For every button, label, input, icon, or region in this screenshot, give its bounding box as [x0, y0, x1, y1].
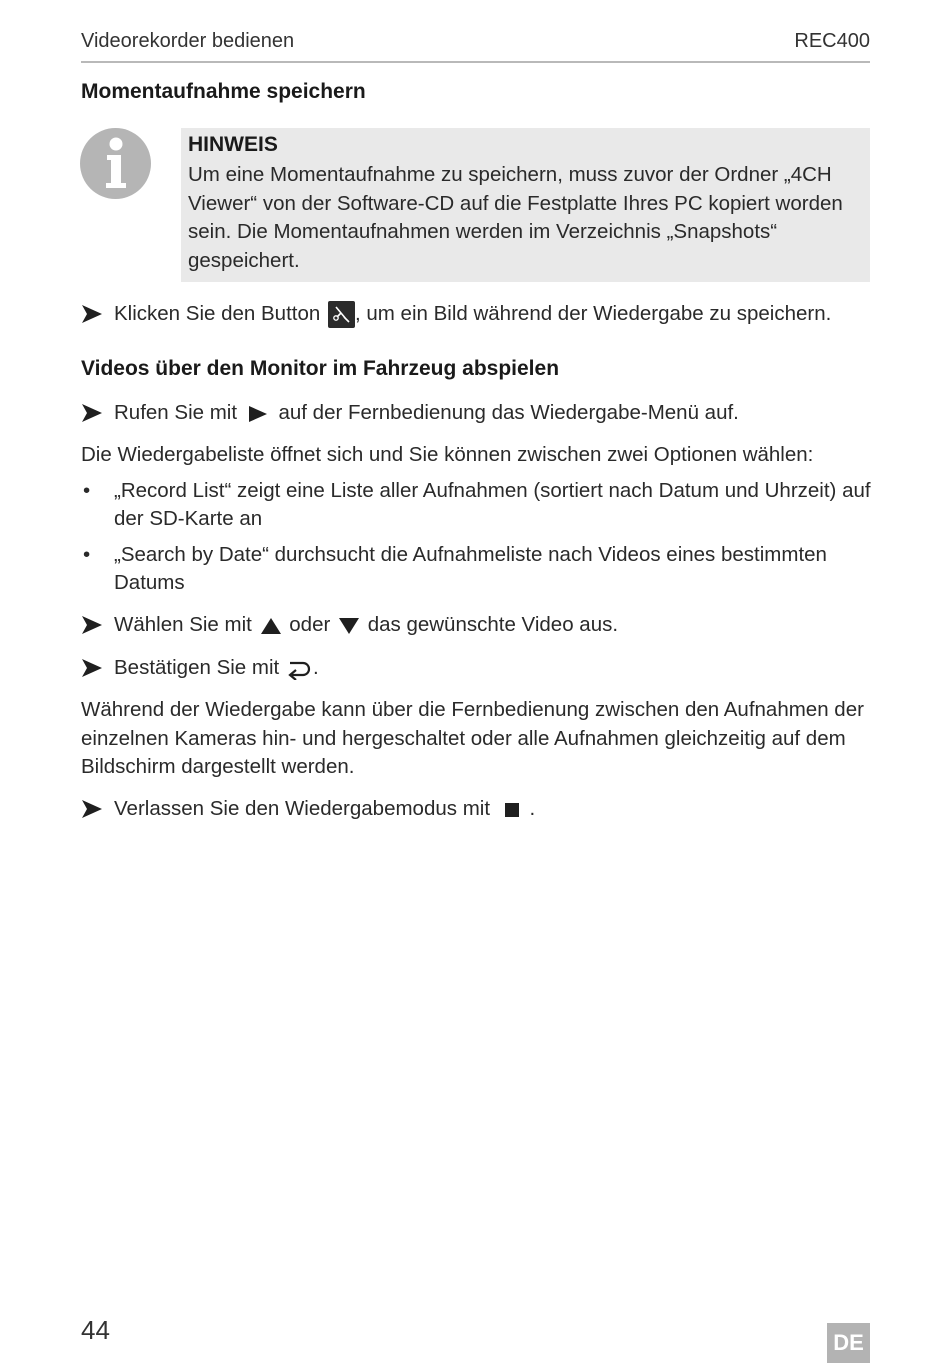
heading-playback: Videos über den Monitor im Fahrzeug abspielen [81, 357, 560, 380]
down-triangle-icon [338, 616, 360, 636]
snapshot-button-icon [328, 301, 355, 328]
step-text-after: auf der Fernbedienung das Wiedergabe-Menü auf. [278, 401, 739, 424]
arrow-bullet-icon [81, 654, 103, 682]
step-text-after: , um ein Bild während der Wiedergabe zu speichern. [354, 302, 832, 325]
page-header [81, 30, 870, 63]
step-text-before: Verlassen Sie den Wiedergabemodus mit [114, 797, 491, 820]
note-box [181, 128, 870, 282]
heading-snapshot: Momentaufnahme speichern [81, 80, 366, 103]
language-badge: DE [827, 1323, 870, 1363]
bullet-text: „Search by Date“ durchsucht die Aufnahmeliste nach Videos eines bestimmten Datums [114, 543, 827, 595]
arrow-bullet-icon [81, 300, 103, 328]
step-text-before: Bestätigen Sie mit [114, 656, 280, 679]
arrow-bullet-icon [81, 795, 103, 823]
stop-icon [502, 801, 522, 819]
bullet-text: „Record List“ zeigt eine Liste aller Aufnahmen (sortiert nach Datum und Uhrzeit) auf der SD-Karte an [114, 479, 871, 531]
step-text-before: Klicken Sie den Button [114, 302, 321, 325]
info-icon [80, 128, 151, 199]
up-triangle-icon [260, 616, 282, 636]
bullet-dot: • [83, 543, 91, 566]
note-text: Um eine Momentaufnahme zu speichern, muss zuvor der Ordner „4CH Viewer“ von der Software-CD auf die Festplatte Ihres PC kopiert worden sein. Die Momentaufnahmen werden im Verzeichnis „Snapshots“ gespeichert. [188, 163, 843, 273]
step-text-middle: oder [289, 613, 331, 636]
enter-icon [287, 658, 313, 680]
step-text-after: . [529, 797, 536, 820]
header-section-title: Videorekorder bedienen [81, 30, 295, 52]
step-text-after: . [312, 656, 319, 679]
step-text-before: Rufen Sie mit [114, 401, 238, 424]
playlist-intro: Die Wiedergabeliste öffnet sich und Sie können zwischen zwei Optionen wählen: [81, 443, 814, 466]
step-text-before: Wählen Sie mit [114, 613, 252, 636]
step-text-after: das gewünschte Video aus. [367, 613, 619, 636]
arrow-bullet-icon [81, 399, 103, 427]
playback-paragraph: Während der Wiedergabe kann über die Fernbedienung zwischen den Aufnahmen der einzelnen Kameras hin- und hergeschaltet oder alle Aufnahmen gleichzeitig auf dem Bildschirm dargestellt werden. [81, 698, 864, 779]
play-icon [247, 404, 269, 424]
note-title: HINWEIS [188, 133, 278, 156]
page-number: 44 [81, 1315, 110, 1345]
bullet-dot: • [83, 479, 91, 502]
arrow-bullet-icon [81, 611, 103, 639]
header-model: REC400 [794, 30, 870, 52]
